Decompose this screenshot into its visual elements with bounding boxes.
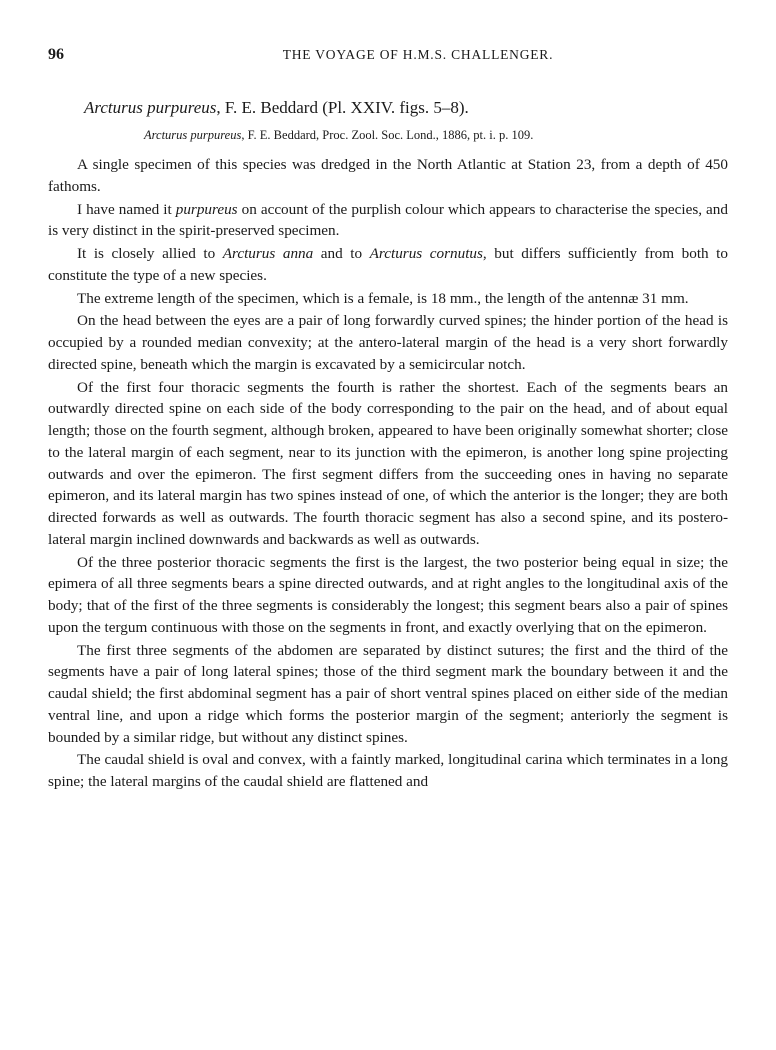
paragraph-3-italic-1: Arcturus anna <box>222 245 314 262</box>
citation-reference: , F. E. Beddard, Proc. Zool. Soc. Lond., 1886, pt. i. p. 109. <box>241 128 534 142</box>
paragraph-9: The caudal shield is oval and convex, with a faintly marked, longitudinal carina which terminates in a long spine; the lateral margins of the caudal shield are flattened and <box>48 751 728 790</box>
paragraph-3-italic-2: Arcturus cornutus <box>369 245 483 262</box>
running-head: THE VOYAGE OF H.M.S. CHALLENGER. <box>282 47 554 62</box>
paragraph-5: On the head between the eyes are a pair of long forwardly curved spines; the hinder portion of the head is occupied by a rounded median convexity; at the antero-lateral margin of the head is a very short forwardly directed spine, beneath which the margin is excavated by a semicircular notch. <box>48 312 728 373</box>
species-heading <box>84 98 469 118</box>
paragraph-3-text-b: and to <box>313 245 370 262</box>
paragraph-4: The extreme length of the specimen, which is a female, is 18 mm., the length of the antennæ 31 mm. <box>77 289 689 307</box>
paragraph-6: Of the first four thoracic segments the fourth is rather the shortest. Each of the segments bears an outwardly directed spine on each side of the body corresponding to the pair on the head, and of about equal length; those on the fourth segment, although broken, appeared to have been originally somewhat shorter; close to the lateral margin of each segment, near to its junction with the epimeron, is another long spine projecting outwards and over the epimeron. The first segment differs from the succeeding ones in having no separate epimeron, and its lateral margin has two spines instead of one, of which the anterior is the longer; they are both directed forwards as well as outwards. The fourth thoracic segment has also a second spine, and its postero-lateral margin inclined downwards and backwards as well as outwards. <box>48 378 728 548</box>
paragraph-3-text-c: , but differs sufficiently from both to constitute the type of a new species. <box>48 245 728 284</box>
citation-species-name: Arcturus purpureus <box>144 128 242 142</box>
paragraph-8: The first three segments of the abdomen are separated by distinct sutures; the first and the third of the segments have a pair of long lateral spines; those of the third segment mark the boundary between it and the caudal shield; the first abdominal segment has a pair of short ventral spines placed on either side of the median ventral line, and upon a ridge which forms the posterior margin of the segment; anteriorly the segment is bounded by a similar ridge, but without any distinct spines. <box>48 641 728 746</box>
paragraph-2-text-a: I have named it <box>77 200 176 218</box>
paragraph-2-italic: purpureus <box>175 200 238 218</box>
paragraph-3 <box>48 243 728 287</box>
body-text <box>48 154 728 793</box>
paragraph-1: A single specimen of this species was dredged in the North Atlantic at Station 23, from a depth of 450 fathoms. <box>48 156 728 195</box>
page-header <box>48 46 748 66</box>
paragraph-2-text-b: on account of the purplish colour which appears to characterise the species, and is very distinct in the spirit-preserved specimen. <box>48 200 728 240</box>
paragraph-3-text-a: It is closely allied to <box>77 245 223 262</box>
paragraph-2 <box>48 199 728 243</box>
species-authority: , F. E. Beddard (Pl. XXIV. figs. 5–8). <box>216 98 469 117</box>
species-name: Arcturus purpureus <box>84 98 217 117</box>
synonymy-citation <box>144 128 533 143</box>
paragraph-7: Of the three posterior thoracic segments the first is the largest, the two posterior being equal in size; the epimera of all three segments bears a spine directed outwards, and at right angles to the longitudinal axis of the body; that of the first of the three segments is considerably the longest; this segment bears also a pair of spines upon the tergum continuous with those on the segments in front, and exactly overlying that on the epimeron. <box>48 553 728 636</box>
page-number: 96 <box>48 46 64 63</box>
